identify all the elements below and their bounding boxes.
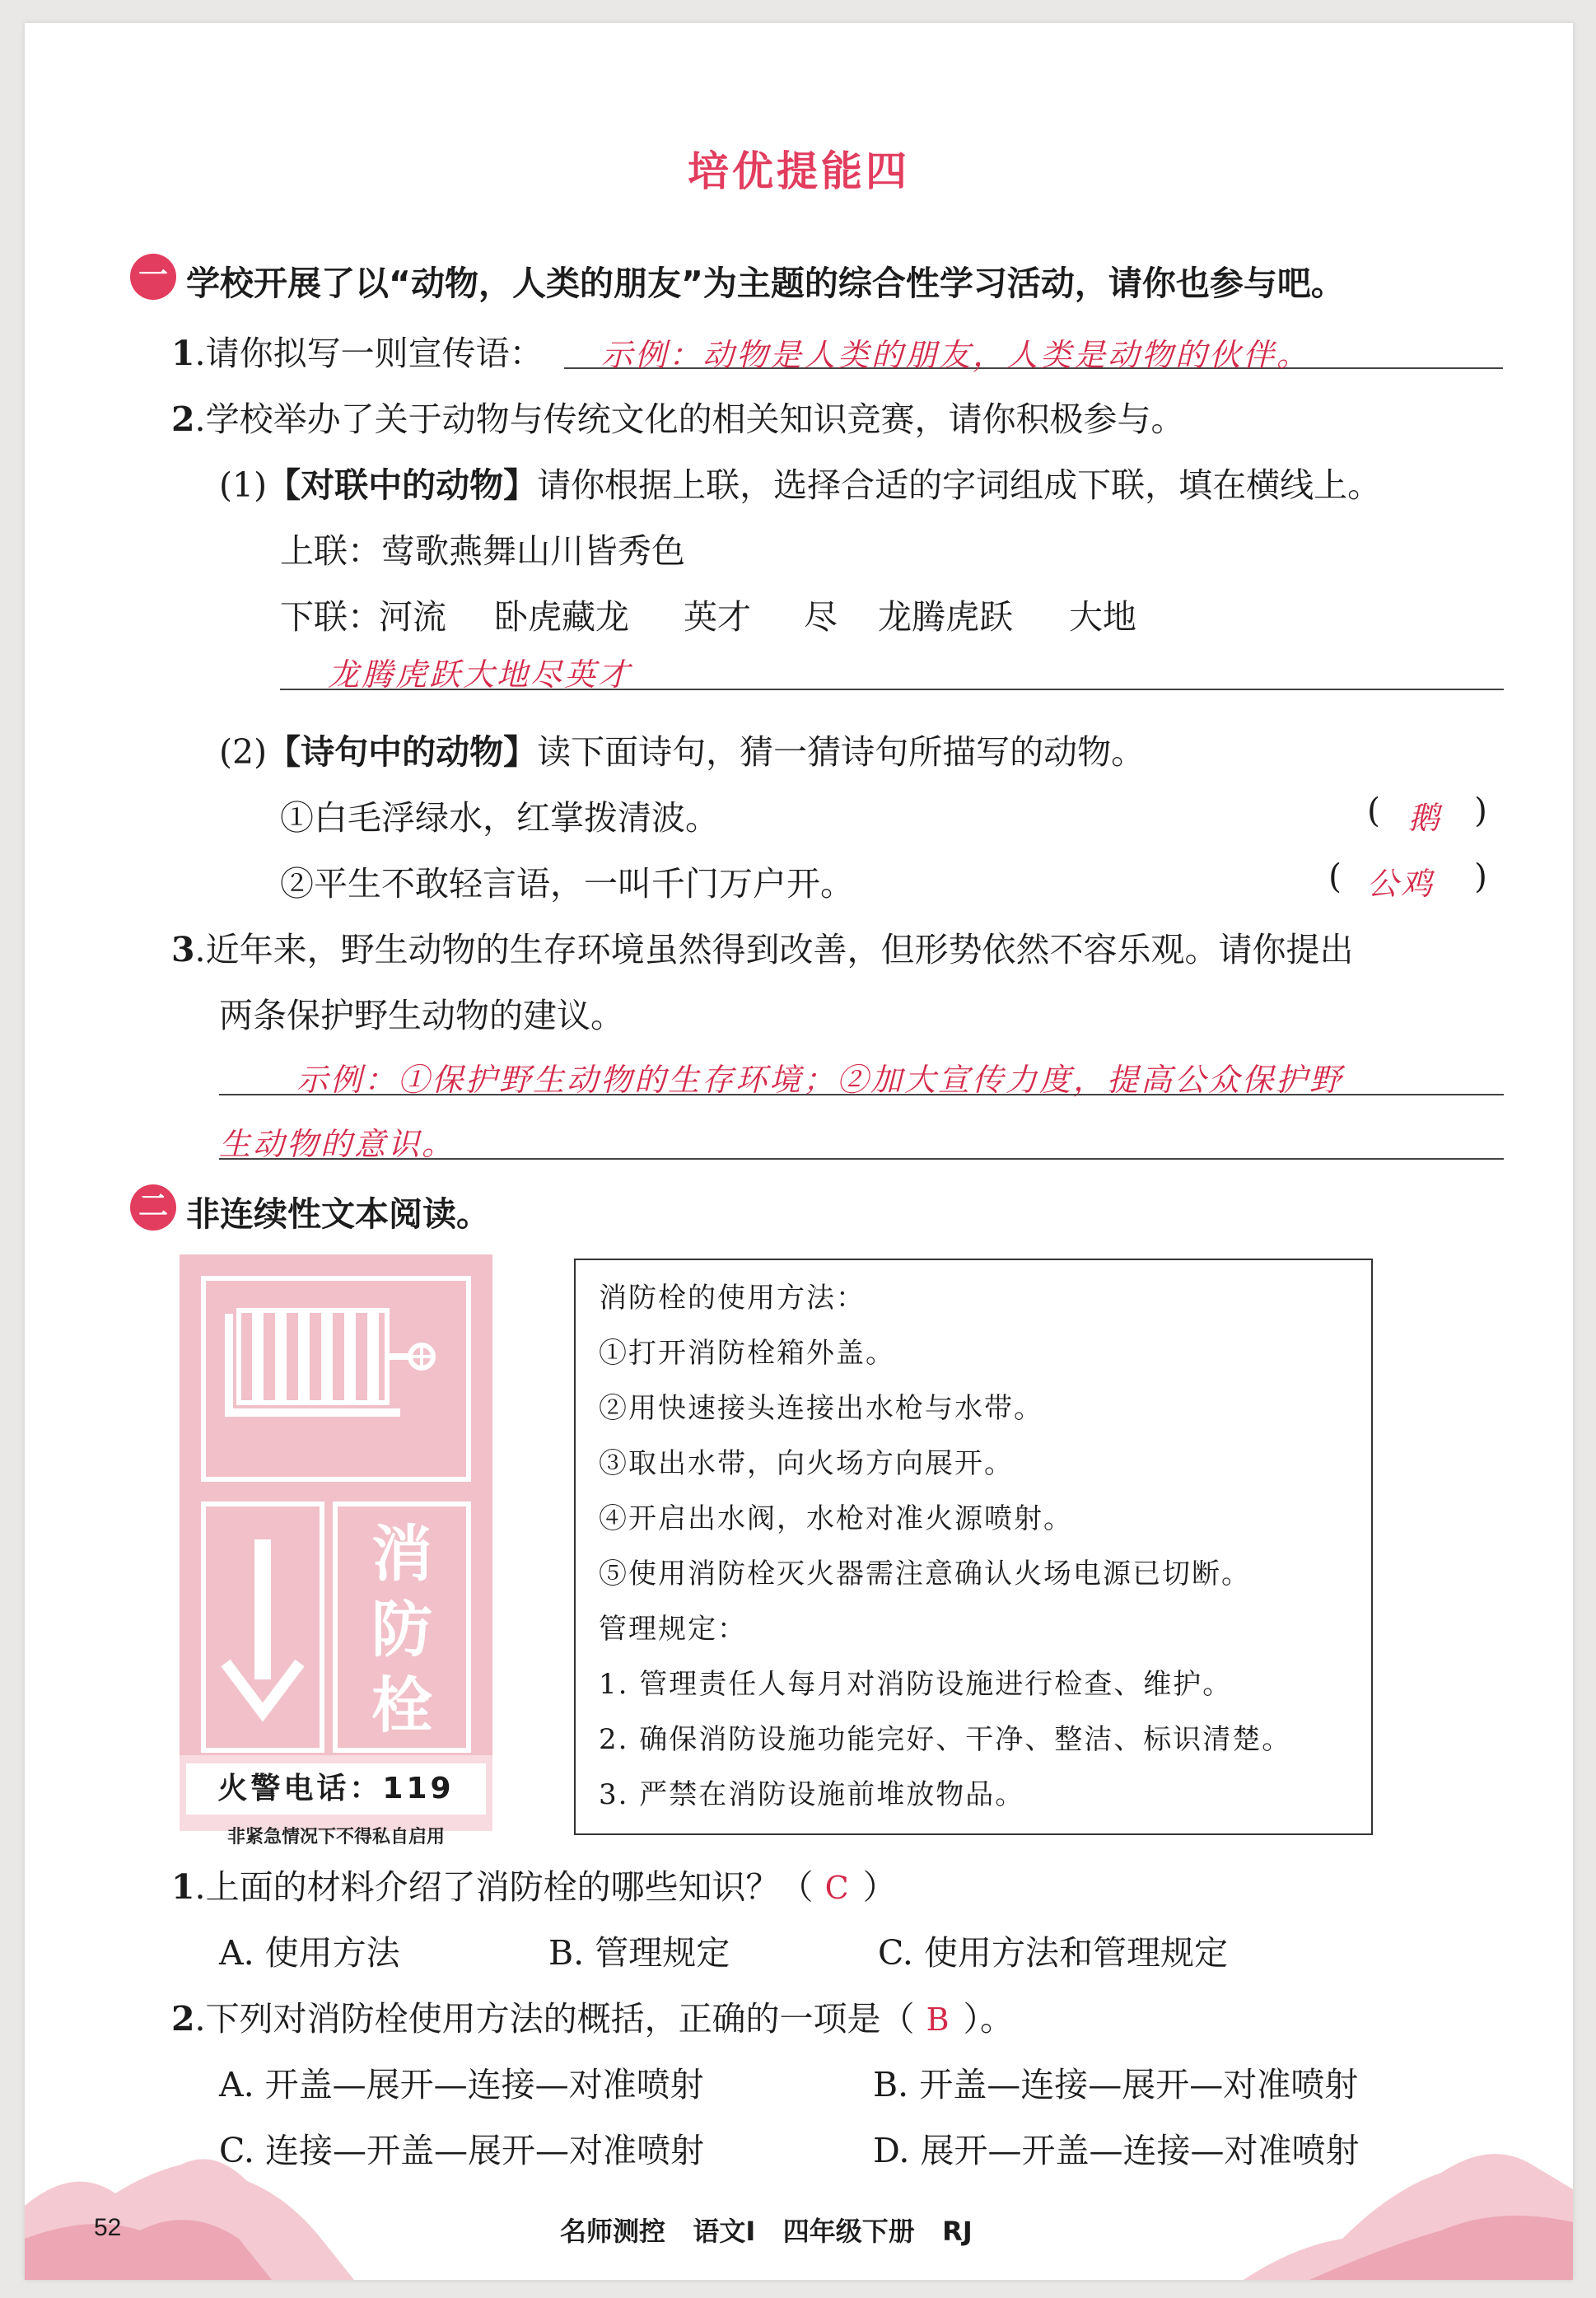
hydrant-label (333, 1502, 471, 1753)
hydrant-info-box (574, 1259, 1373, 1835)
hydrant-char: 防 (371, 1595, 432, 1665)
question-1-3 (171, 922, 1354, 971)
info-line: ①打开消防栓箱外盖。 (599, 1337, 895, 1370)
page-number: 52 (94, 2214, 122, 2241)
subquestion-label: (1) (219, 465, 268, 505)
subquestion-label: (2) (219, 732, 268, 772)
question-text: .上面的材料介绍了消防栓的哪些知识？（ (194, 1867, 814, 1907)
answer-text: 鹅 (1408, 800, 1443, 836)
option-b: B. 开盖—连接—展开—对准喷射 (873, 2065, 1359, 2104)
subquestion-text: 请你根据上联，选择合适的字词组成下联，填在横线上。 (537, 465, 1382, 505)
poem-line: ②平生不敢轻言语，一叫千门万户开。 (280, 864, 854, 904)
answer-paren-open: ( (1367, 791, 1380, 830)
subquestion-1 (219, 458, 1381, 507)
info-line: 3. 严禁在消防设施前堆放物品。 (599, 1778, 1025, 1811)
answer-paren-open: ( (1328, 857, 1342, 896)
subquestion-tag: 【对联中的动物】 (267, 465, 538, 505)
section-badge-2: 二 (130, 1184, 176, 1231)
question-close: ）。 (963, 1999, 1014, 2039)
answer-text: 示例：动物是人类的朋友，人类是动物的伙伴。 (601, 337, 1311, 373)
question-text: .学校举办了关于动物与传统文化的相关知识竞赛，请你积极参与。 (194, 399, 1185, 439)
question-text-cont: 两条保护野生动物的建议。 (219, 996, 624, 1035)
poem-line: ①白毛浮绿水，红掌拨清波。 (280, 798, 719, 838)
section-badge-1: 一 (130, 254, 176, 300)
info-line: 2. 确保消防设施功能完好、干净、整洁、标识清楚。 (599, 1723, 1292, 1756)
hose-reel-icon (206, 1281, 466, 1477)
couplet-option: 河流 (379, 597, 446, 637)
answer-text: 示例：①保护野生动物的生存环境；②加大宣传力度，提高公众保护野 (296, 1062, 1344, 1098)
info-line: 管理规定： (599, 1613, 747, 1646)
answer-paren-close: ) (1474, 857, 1487, 896)
answer-text: 龙腾虎跃大地尽英才 (328, 656, 632, 693)
section-heading-1: 学校开展了以“动物，人类的朋友”为主题的综合性学习活动，请你也参与吧。 (186, 264, 1345, 303)
option-d: D. 展开—开盖—连接—对准喷射 (873, 2131, 1360, 2170)
hose-reel-panel (201, 1276, 471, 1482)
fire-phone: 火警电话：119 (186, 1763, 486, 1815)
option-c: C. 使用方法和管理规定 (878, 1933, 1228, 1973)
info-line: ④开启出水阀，水枪对准火源喷射。 (599, 1502, 1073, 1535)
subquestion-2 (219, 725, 1145, 773)
option-a: A. 使用方法 (219, 1933, 400, 1973)
hydrant-char: 消 (371, 1519, 432, 1590)
hydrant-sign (180, 1254, 492, 1847)
question-text: .近年来，野生动物的生存环境虽然得到改善，但形势依然不容乐观。请你提出 (194, 930, 1354, 969)
question-2-1 (171, 1860, 897, 1908)
question-1-1 (171, 326, 544, 375)
info-line: ⑤使用消防栓灭火器需注意确认火场电源已切断。 (599, 1558, 1251, 1590)
section-heading-2: 非连续性文本阅读。 (186, 1194, 490, 1234)
info-line: 1. 管理责任人每月对消防设施进行检查、维护。 (599, 1668, 1233, 1701)
answer-line (219, 1094, 1504, 1095)
question-number: 1 (171, 1867, 195, 1907)
down-arrow-panel (201, 1502, 324, 1753)
question-number: 1 (171, 334, 195, 373)
couplet-option: 卧虎藏龙 (494, 597, 629, 637)
option-c: C. 连接—开盖—展开—对准喷射 (219, 2131, 704, 2170)
sign-note: 非紧急情况下不得私自启用 (226, 1827, 445, 1847)
hydrant-char: 栓 (371, 1670, 432, 1741)
question-2-2 (171, 1992, 1014, 2040)
option-b: B. 管理规定 (548, 1933, 730, 1973)
question-text: .下列对消防栓使用方法的概括，正确的一项是（ (194, 1999, 915, 2039)
answer-text: 公鸡 (1367, 866, 1435, 902)
question-number: 2 (171, 1999, 195, 2039)
couplet-option: 尽 (804, 597, 838, 637)
couplet-option: 龙腾虎跃 (878, 597, 1013, 637)
couplet-lower-label: 下联： (280, 597, 381, 637)
info-line: ②用快速接头连接出水枪与水带。 (599, 1392, 1043, 1425)
option-a: A. 开盖—展开—连接—对准喷射 (219, 2065, 704, 2104)
couplet-upper: 上联：莺歌燕舞山川皆秀色 (280, 531, 685, 571)
answer-text: 生动物的意识。 (219, 1126, 456, 1162)
info-line: ③取出水带，向火场方向展开。 (599, 1447, 1014, 1480)
couplet-option: 大地 (1069, 597, 1136, 637)
subquestion-tag: 【诗句中的动物】 (267, 732, 538, 772)
question-number: 3 (171, 930, 195, 969)
answer-line (219, 1158, 1504, 1160)
footer-text: 名师测控 语文Ⅰ 四年级下册 RJ (560, 2216, 973, 2247)
question-close: ） (862, 1867, 897, 1907)
page-title: 培优提能四 (688, 147, 910, 195)
subquestion-text: 读下面诗句，猜一猜诗句所描写的动物。 (537, 732, 1146, 772)
answer-text: C (824, 1870, 852, 1906)
info-line: 消防栓的使用方法： (599, 1282, 866, 1315)
couplet-option: 英才 (684, 597, 751, 637)
down-arrow-icon (206, 1506, 320, 1748)
question-1-2 (171, 392, 1185, 441)
question-number: 2 (171, 399, 195, 439)
answer-paren-close: ) (1474, 791, 1487, 830)
answer-text: B (926, 2001, 952, 2038)
question-text: .请你拟写一则宣传语： (194, 334, 544, 373)
worksheet-page (25, 23, 1573, 2280)
